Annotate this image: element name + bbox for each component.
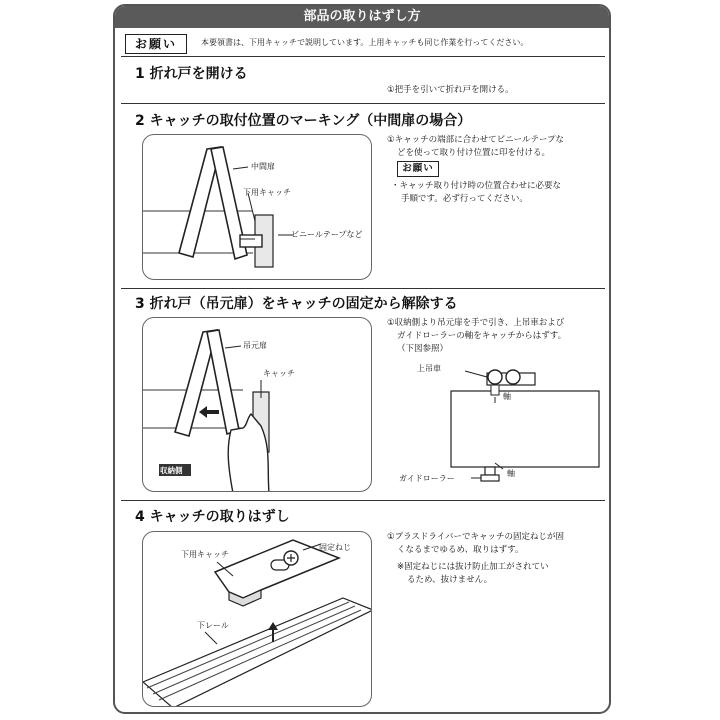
step-3-note: ①収納側より吊元扉を手で引き、上吊車および ガイドローラーの軸をキャッチからはずす。 （下図参照）: [387, 318, 567, 354]
page-title: 部品の取りはずし方: [115, 6, 609, 28]
step-2-note: ①キャッチの端部に合わせてビニールテープな どを使って取り付け位置に印を付ける。: [387, 135, 565, 158]
label-catch: キャッチ: [263, 369, 295, 378]
step-2-badge-note: ・キャッチ取り付け時の位置合わせに必要な 手順です。必ず行ってください。: [391, 181, 562, 204]
divider: [121, 288, 605, 289]
step-4-note: ①プラスドライバーでキャッチの固定ねじが固 くなるまでゆるめ、取りはずす。: [387, 532, 564, 555]
label-vinyl-tape: ビニールテープなど: [291, 230, 363, 239]
catch-removal-illustration: [143, 532, 372, 707]
label-fixing-screw: 固定ねじ: [319, 543, 351, 552]
instruction-sheet: [113, 4, 611, 714]
door-marking-illustration: [143, 135, 372, 280]
step-4-title: 4 キャッチの取りはずし: [135, 509, 290, 525]
step-1-note: ①把手を引いて折れ戸を開ける。: [387, 85, 514, 95]
step-2-illustration: [142, 134, 372, 280]
step-4-sub-note: ※固定ねじには抜け防止加工がされてい るため、抜けません。: [397, 562, 549, 585]
label-storage-side: 収納側: [160, 466, 183, 475]
notice-badge: お願い: [125, 34, 187, 54]
label-guide-roller: ガイドローラー: [399, 474, 455, 483]
label-upper-wheel: 上吊車: [417, 364, 441, 373]
label-lower-rail: 下レール: [197, 621, 229, 630]
step-2-badge: お願い: [397, 161, 439, 177]
label-middle-door: 中間扉: [251, 162, 275, 171]
step-3-illustration: [142, 317, 372, 492]
divider: [121, 103, 605, 104]
step-1-title: 1 折れ戸を開ける: [135, 66, 248, 82]
label-lower-catch-step4: 下用キャッチ: [181, 550, 229, 559]
step-2-title: 2 キャッチの取付位置のマーキング（中間扉の場合）: [135, 113, 472, 129]
divider: [121, 56, 605, 57]
label-shaft-top: 軸: [503, 392, 511, 401]
divider: [121, 500, 605, 501]
step-4-illustration: [142, 531, 372, 707]
label-shaft-bottom: 軸: [507, 469, 515, 478]
step-3-title: 3 折れ戸（吊元扉）をキャッチの固定から解除する: [135, 296, 458, 312]
label-hinge-door: 吊元扉: [243, 341, 267, 350]
notice: [121, 34, 605, 54]
notice-text: 本要領書は、下用キャッチで説明しています。上用キャッチも同じ作業を行ってください。: [201, 38, 529, 47]
label-lower-catch: 下用キャッチ: [243, 188, 291, 197]
